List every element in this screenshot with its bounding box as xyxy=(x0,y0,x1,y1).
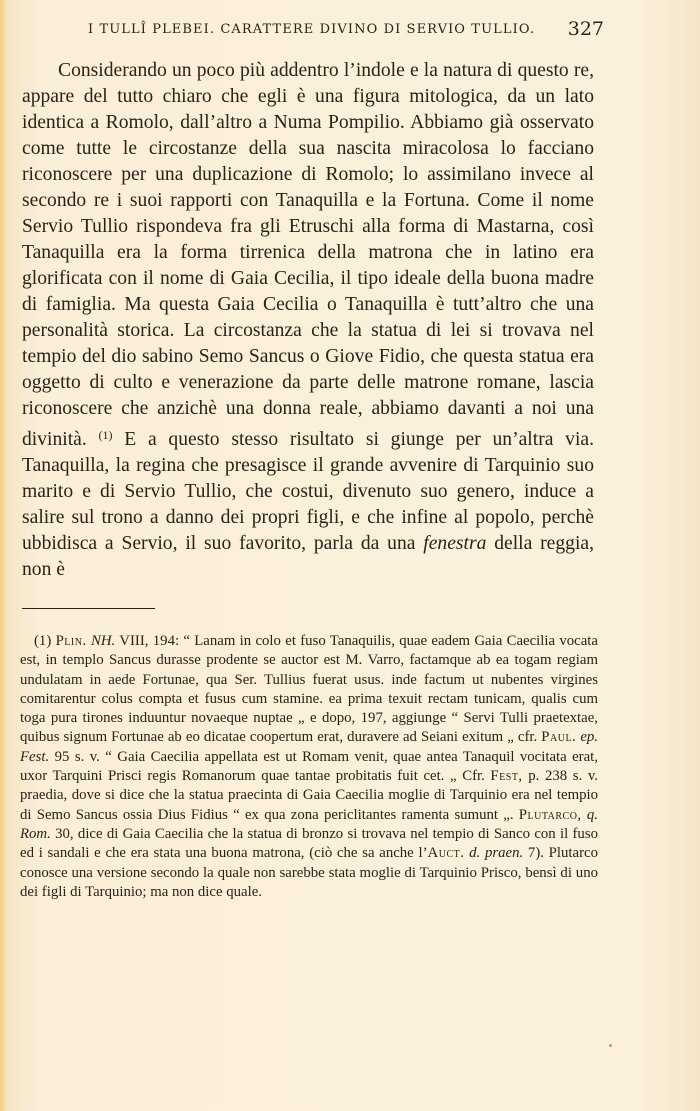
body-text-part3: della reggia, non è xyxy=(22,533,594,580)
body-paragraph xyxy=(22,58,594,583)
footnote-separator xyxy=(22,608,155,609)
footnote-marker: (1) xyxy=(34,633,52,649)
paper-speck xyxy=(609,1044,612,1047)
header-title: I TULLÎ PLEBEI. CARATTERE DIVINO DI SERVIO TULLIO. xyxy=(88,22,536,37)
footnote-1: (1) Plin. NH. VIII, 194: “ Lanam in colo et fuso Tanaquilis, quae eadem Gaia Caecilia vocata est, in templo Sancus durasse prodente se auctor est M. Varro, factamque ab ea togam regiam undulatam in aede Fortunae, qua Ser. Tullius fuerat usus. inde factum ut nubentes virgines comitarentur colus compta et fusus cum stamine. ea prima texuit rectam tunicam, qualis cum toga pura tirones induuntur novaeque nuptae „ e dopo, 197, aggiunge “ Servi Tulli praetextae, quibus signum Fortunae ab eo dicatae coopertum erat, duravere ad Seiani exitum „ cfr. Paul. ep. Fest. 95 s. v. “ Gaia Caecilia appellata est ut Romam venit, quae antea Tanaquil vocitata erat, uxor Tarquini Prisci regis Romanorum quae tantae probitatis fuit cet. „ Cfr. Fest, p. 238 s. v. praedia, dove si dice che la statua praecinta di Gaia Caecilia moglie di Tarquinio era nel tempio di Semo Sancus ossia Dius Fidius “ ex qua zona periclitantes ramenta sumunt „. Plutarco, q. Rom. 30, dice di Gaia Caecilia che la statua di bronzo si trovava nel tempio di Sanco con il fuso ed i sandali e che era stata una buona matrona, (ciò che sa anche l’Auct. d. praen. 7). Plutarco conosce una versione secondo la quale non sarebbe stata moglie di Tarquinio Prisco, bensì di uno dei figli di Tarquinio; ma non dice quale. xyxy=(20,633,598,900)
page-edge-stain xyxy=(0,0,8,1111)
footnotes xyxy=(20,632,598,902)
body-text xyxy=(22,58,594,583)
body-text-part1: Considerando un poco più addentro l’indole e la natura di questo re, appare del tutto chiaro che egli è una figura mitologica, da un lato identica a Romolo, dall’altro a Numa Pompilio. Abbiamo già osservato come tutte le circostanze della sua nascita miracolosa lo facciano riconoscere per una duplicazione di Romolo; lo assimilano invece al secondo re i suoi rapporti con Tanaquilla e la Fortuna. Come il nome Servio Tullio rispondeva fra gli Etruschi alla forma di Mastarna, così Tanaquilla era la forma tirrenica della matrona che in latino era glorificata con il nome di Gaia Cecilia, il tipo ideale della buona madre di famiglia. Ma questa Gaia Cecilia o Tanaquilla è tutt’altro che una personalità storica. La circostanza che la statua di lei si trovava nel tempio del dio sabino Semo Sancus o Giove Fidio, che questa statua era oggetto di culto e venerazione da parte delle matrone romane, lascia riconoscere che anzichè una donna reale, abbiamo davanti a noi una divinità. xyxy=(22,60,594,450)
body-text-part2: E a questo stesso risultato si giunge per un’altra via. Tanaquilla, la regina che presagisce il grande avvenire di Tarquinio suo marito e di Servio Tullio, che costui, divenuto suo genero, induce a salire sul trono a danno dei propri figli, e che infine al popolo, perchè ubbidisca a Servio, il suo favorito, parla da una xyxy=(22,429,594,554)
page-number: 327 xyxy=(567,18,604,40)
footnote-reference: (1) xyxy=(98,428,113,442)
body-italic-word: fenestra xyxy=(423,533,487,554)
